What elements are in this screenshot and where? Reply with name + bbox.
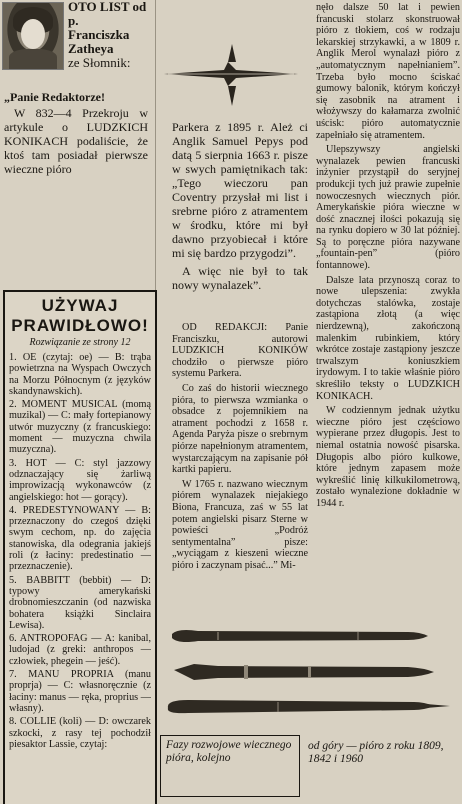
box-subtitle: Rozwiązanie ze strony 12 [29, 337, 131, 348]
caption-right: od góry — pióro z roku 1809, 1842 i 1960 [308, 740, 444, 765]
letter-title: OTO LIST od p. [68, 0, 147, 28]
mid-paragraph-3: OD REDAKCJI: Panie Franciszku, autorowi LUDZKICH KONIKÓW chodziło o pierwsze pióro systemu Parkera. [172, 322, 308, 380]
author-photo [2, 2, 64, 70]
caption-box [160, 735, 300, 797]
right-paragraph-3: Dalsze lata przynoszą coraz to nowe ulepszenia: zwykła dotychczas stalówka, zostaje zastąpiona złotą (a więc nierdzewną), zakończoną malenkim rubinkiem, który wkrótce zostaje zastąpiony jeszcze trwalszym koniuszkiem irydowym. I to takie właśnie pióro skreśliło teksty o LUDZKICH KONIKACH. [316, 274, 460, 402]
mid-paragraph-4: Co zaś do historii wiecznego pióra, to pierwsza wzmianka o obsadce z pojemnikiem na atrament pochodzi z 1658 r. Agenda Paryża pisze o srebrnym piórze napełnionym atramentem, wystarczającym na zapisanie pół kartki papieru. [172, 382, 308, 476]
list-item: 3. HOT — C: styl jazzowy odznaczający się żarliwą improwizacją wykonawców (z angielskiego: hot — gorący). [9, 457, 151, 503]
mid-paragraph-5: W 1765 r. nazwano wiecznym piórem wynalazek niejakiego Biona, Francuza, zaś w 55 lat potem angielski pisarz Sterne w powieści „Podróż sentymentalna” pisze: „wyciągam z kieszeni wieczne pióro i zaczynam pisać...” Mi- [172, 478, 308, 571]
right-paragraph-1: nęło dalsze 50 lat i pewien francuski stolarz skonstruował pióro z tłokiem, coś w rodzaju lekarskiej strzykawki, a w 1809 r. Anglik Merol wynalazł pióro z „automatycznym napełnianiem”. Trzeba było mocno ściskać gumowy balonik, którym kończył się zasobnik na atrament i włożywszy do kałamarza zwolnić uścisk: pióro automatycznie zapełniało się atramentem. [316, 2, 460, 141]
pen-nib-illustration [158, 22, 308, 117]
list-item: 2. MOMENT MUSICAL (momą muzikal) — C: mały fortepianowy utwór muzyczny (z francuskiego: moment — muzyczna chwila muzyczna). [9, 399, 151, 456]
box-items [5, 352, 155, 750]
mid-paragraph-2: A więc nie był to tak nowy wynalazek”. [172, 264, 308, 292]
letter-from: ze Słomnik: [68, 55, 131, 70]
list-item: 7. MANU PROPRIA (manu proprja) — C: własnoręcznie (z łaciny: manus — ręka, proprius — własny). [9, 669, 151, 714]
letter-body [4, 90, 148, 178]
list-item: 8. COLLIE (koli) — D: owczarek szkocki, z rasy tej pochodził piesaktor Lassie, czytaj: [9, 716, 151, 750]
letter-text: W 832—4 Przekroju w artykule o LUDZKICH KONIKACH podaliście, że ktoś tam posiadał pierwsze wieczne pióro [4, 106, 148, 176]
right-column [316, 2, 460, 513]
middle-column [172, 120, 308, 296]
middle-column-lower [172, 322, 308, 574]
right-paragraph-2: Ulepszywszy angielski wynalazek pewien francuski inżynier przystąpił do seryjnej produkcji tych już prawie zupełnie nowoczesnych wiecznych piór. Amerykańskie pióra wieczne w dość znacznej ilości pokazują się na rynku dopiero w 30 lat później. Są to poręczne pióra nazywane „fountain-pen” (pióro fontannowe). [316, 144, 460, 272]
list-item: 4. PREDESTYNOWANY — B: przeznaczony do czegoś dzięki swym cechom, np. do zajęcia stanowiska, dla odegrania jakiejś roli (z łaciny: predestinatio — przeznaczenie). [9, 504, 151, 573]
list-item: 6. ANTROPOFAG — A: kanibal, ludojad (z greki: anthropos — człowiek, phegein — jeść). [9, 633, 151, 667]
letter-header [68, 0, 152, 70]
mid-paragraph-1: Parkera z 1895 r. Ależ ci Anglik Samuel Pepys pod datą 5 sierpnia 1663 r. pisze w swych pamiętnikach tak: „Tego wieczoru pan Coventry przysłał mi list i srebrne pióro z atramentem w środku, które mi był dawno przyobiecał i które mi się bardzo przygodzi”. [172, 120, 308, 260]
fountain-pens-illustration [158, 620, 462, 732]
letter-author: Franciszka Zatheya [68, 27, 130, 56]
list-item: 5. BABBITT (bebbit) — D: typowy amerykański drobnomieszczanin (od nazwiska bohatera książki Sinclaira Lewisa). [9, 574, 151, 631]
list-item: 1. OE (czytaj: oe) — B: trąba powietrzna na Wyspach Owczych na Morzu Północnym (z języków skandynawskich). [9, 352, 151, 397]
box-title: UŻYWAJ PRAWIDŁOWO! [11, 296, 149, 335]
right-paragraph-4: W codziennym jednak użytku wieczne pióro jest częściowo wypierane przez długopis. Jest to niemal ostatnia nowość pisarska. Długopis albo pióro kulkowe, które jednym zapasem może wykreślić linię kilkukilometrową, zostało wynalezione dokładnie w 1944 r. [316, 405, 460, 509]
caption-left: Fazy rozwojowe wiecznego pióra, kolejno [166, 739, 292, 764]
letter-greeting: „Panie Redaktorze! [4, 90, 105, 104]
quiz-answers-box [3, 290, 157, 804]
